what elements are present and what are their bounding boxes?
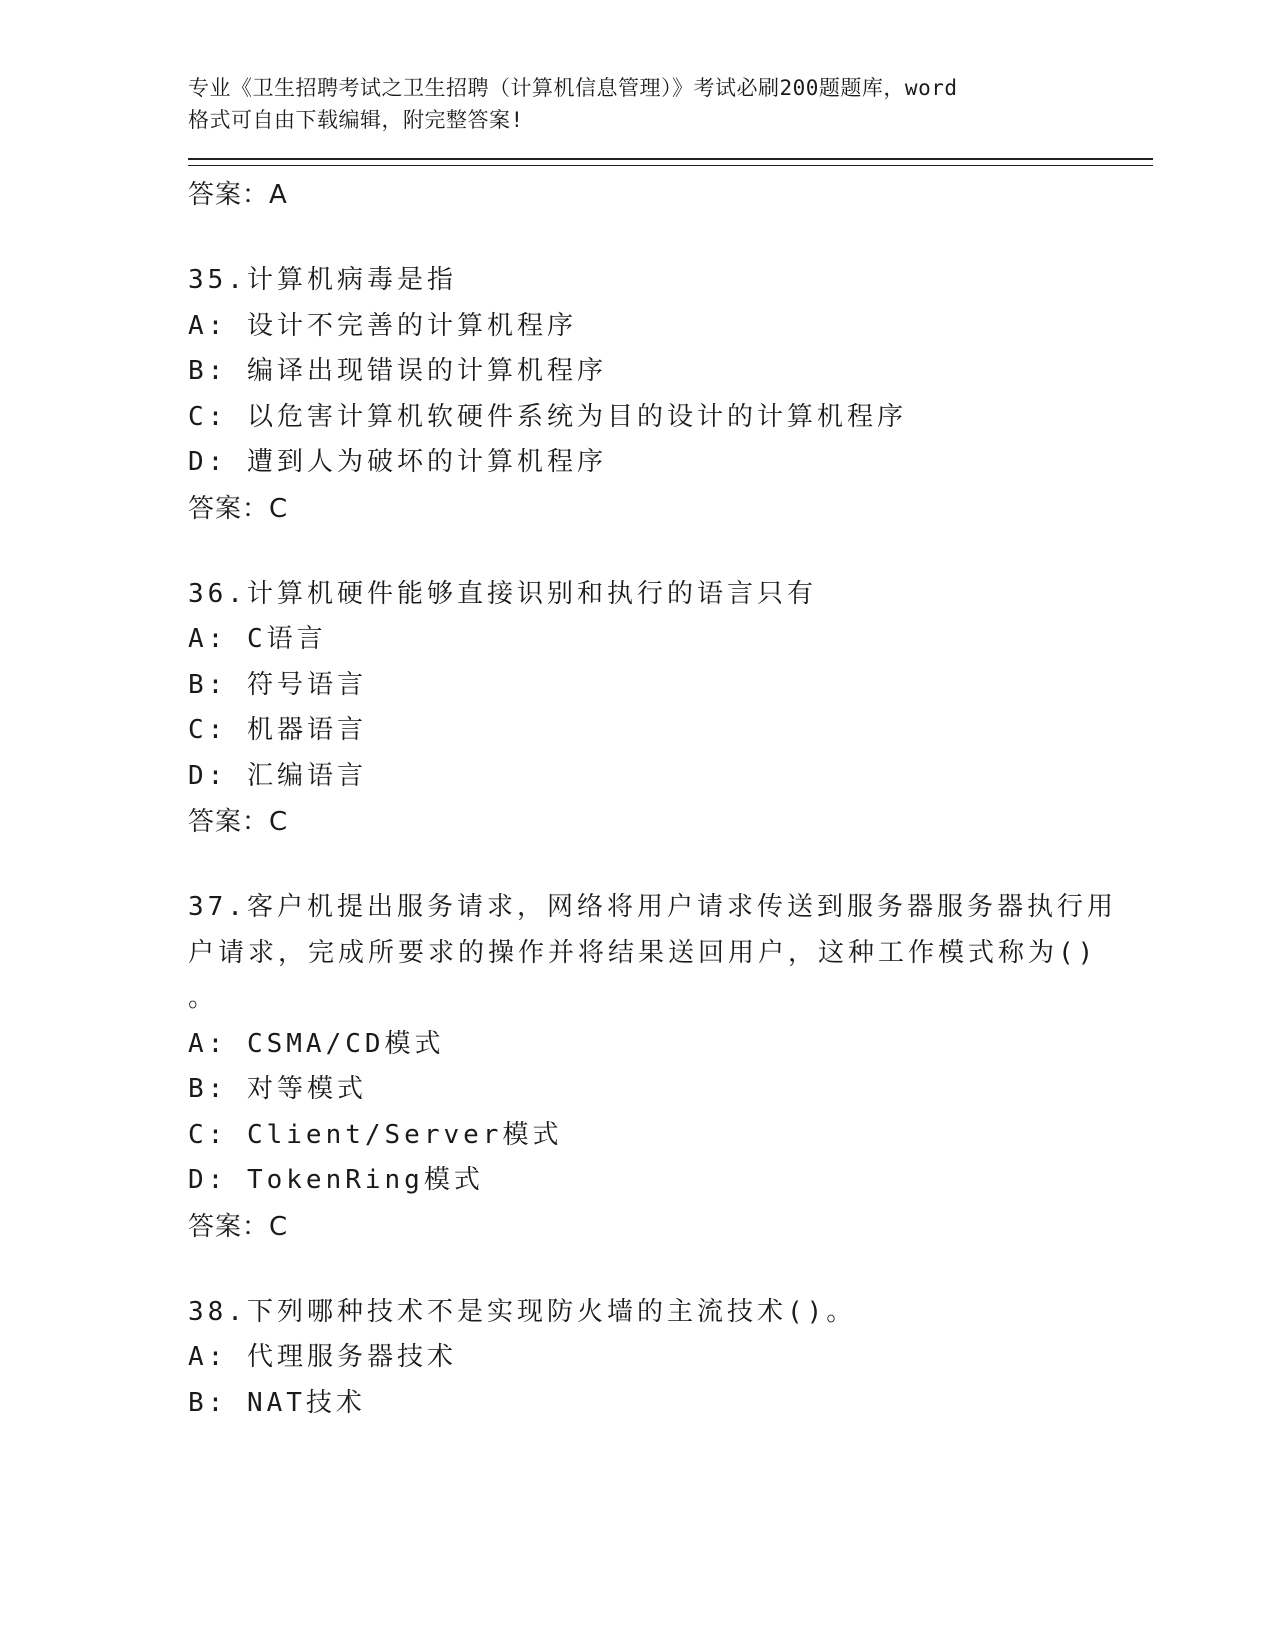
question-37	[188, 885, 1153, 1250]
option-d: D: 遭到人为破坏的计算机程序	[188, 447, 607, 477]
question-38	[188, 1290, 1153, 1427]
option-b: B: NAT技术	[188, 1387, 366, 1418]
option-a: A: C语言	[188, 624, 327, 654]
document-header	[188, 72, 1088, 136]
option-d: D: 汇编语言	[188, 760, 367, 791]
option-a: A: 代理服务器技术	[188, 1342, 457, 1372]
question-text-line-2: 户请求，完成所要求的操作并将结果送回用户，这种工作模式称为()	[188, 937, 1098, 968]
option-b: B: 符号语言	[188, 669, 367, 700]
option-c: C: Client/Server模式	[188, 1119, 563, 1150]
answer-label: 答案：A	[188, 180, 288, 210]
question-text: 36.计算机硬件能够直接识别和执行的语言只有	[188, 578, 817, 609]
answer-label: 答案：C	[188, 1211, 289, 1242]
question-text: 38.下列哪种技术不是实现防火墙的主流技术()。	[188, 1296, 857, 1327]
header-line-1: 专业《卫生招聘考试之卫生招聘（计算机信息管理）》考试必刷200题题库，word	[188, 76, 958, 100]
question-text-line-1: 37.客户机提出服务请求，网络将用户请求传送到服务器服务器执行用	[188, 892, 1117, 922]
document-page	[188, 72, 1153, 1426]
option-c: C: 机器语言	[188, 715, 367, 745]
answer-label: 答案：C	[188, 493, 289, 524]
option-c: C: 以危害计算机软硬件系统为目的设计的计算机程序	[188, 401, 907, 432]
option-b: B: 编译出现错误的计算机程序	[188, 356, 607, 386]
option-b: B: 对等模式	[188, 1074, 367, 1104]
option-a: A: 设计不完善的计算机程序	[188, 310, 577, 341]
header-divider	[188, 158, 1153, 166]
option-d: D: TokenRing模式	[188, 1165, 484, 1195]
header-line-2: 格式可自由下载编辑，附完整答案!	[188, 108, 524, 132]
question-35	[188, 258, 1153, 532]
answer-label: 答案：C	[188, 807, 289, 837]
question-36	[188, 572, 1153, 846]
question-text: 35.计算机病毒是指	[188, 265, 457, 295]
option-a: A: CSMA/CD模式	[188, 1028, 445, 1059]
question-text-line-3: 。	[188, 983, 219, 1013]
